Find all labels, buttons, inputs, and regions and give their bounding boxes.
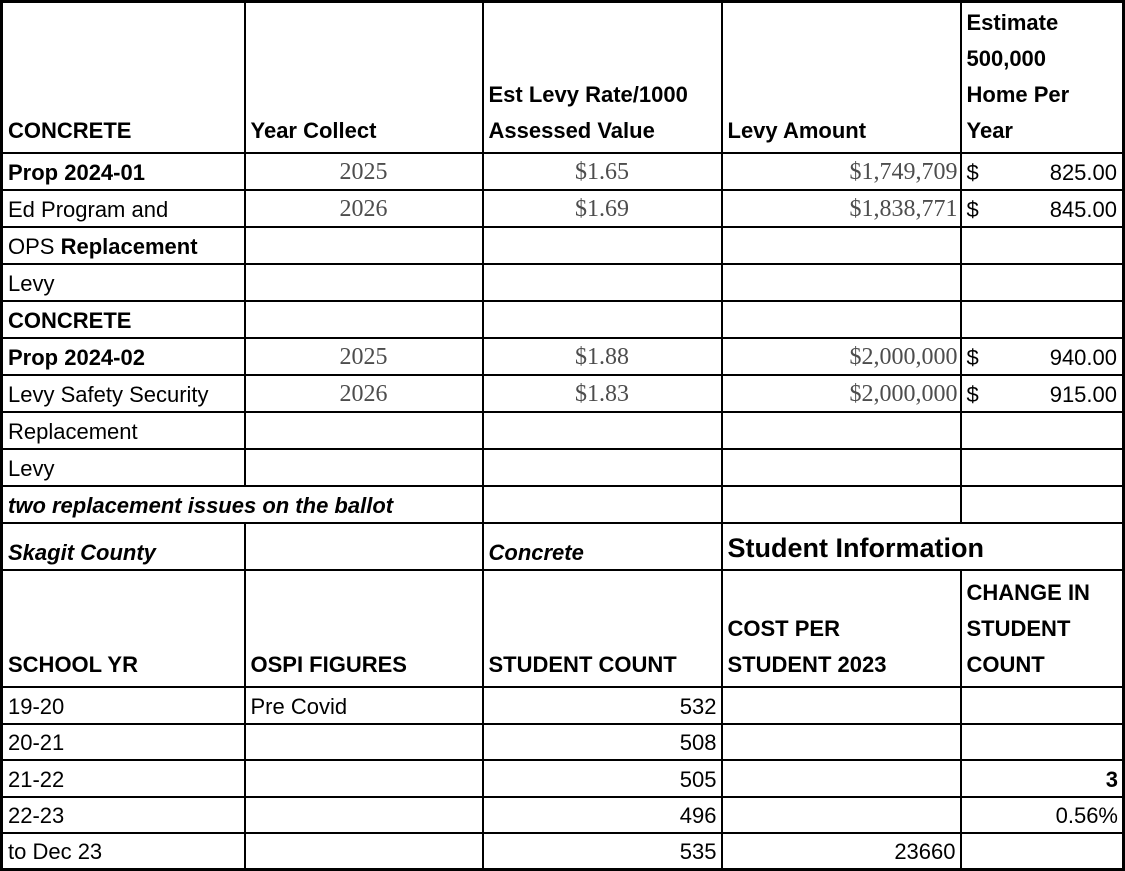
header-year-collect-cell: Year Collect (245, 2, 483, 153)
levy-year-cell (245, 449, 483, 486)
levy-estimate-cell (961, 375, 1124, 412)
header-ospi-figures-cell: OSPI FIGURES (245, 570, 483, 687)
header-change-line3: COUNT (966, 651, 1045, 677)
label-prefix: OPS (8, 233, 61, 259)
levy-estimate-cell (961, 190, 1124, 227)
student-row-20-21 (2, 724, 1124, 760)
dollar-sign: $ (966, 381, 979, 407)
change-in-count-cell (961, 724, 1124, 760)
cost-per-student-cell (722, 760, 961, 797)
student-row-21-22 (2, 760, 1124, 797)
district-cell: Concrete (483, 523, 722, 570)
county-cell: Skagit County (2, 523, 245, 570)
levy-amount-cell: $2,000,000 (722, 338, 961, 375)
empty-cell (961, 486, 1124, 523)
levy-row-prop-2024-02 (2, 338, 1124, 375)
levy-label-cell (2, 227, 245, 264)
estimate-value: 845.00 (1049, 196, 1117, 222)
student-count-cell: 532 (483, 687, 722, 724)
cost-per-student-cell (722, 687, 961, 724)
levy-rate-cell: $1.88 (483, 338, 722, 375)
levy-year-cell (245, 264, 483, 301)
empty-cell (722, 486, 961, 523)
header-estimate-line4: Year (966, 117, 1013, 143)
levy-year-cell: 2026 (245, 375, 483, 412)
levy-row-ops-replacement (2, 227, 1124, 264)
dollar-sign: $ (966, 344, 979, 370)
estimate-value: 825.00 (1049, 159, 1117, 185)
levy-estimate-cell (961, 338, 1124, 375)
levy-rate-cell: $1.69 (483, 190, 722, 227)
school-yr-cell: 20-21 (2, 724, 245, 760)
levy-year-cell (245, 412, 483, 449)
cost-per-student-cell (722, 797, 961, 833)
cost-per-student-cell (722, 724, 961, 760)
label-bold: Replacement (60, 233, 198, 259)
levy-label-cell: CONCRETE (2, 301, 245, 338)
change-in-count-cell: 3 (961, 760, 1124, 797)
levy-amount-cell: $1,838,771 (722, 190, 961, 227)
student-count-cell: 496 (483, 797, 722, 833)
student-information-title-cell: Student Information (722, 523, 1124, 570)
student-row-to-dec-23 (2, 833, 1124, 870)
levy-year-cell: 2026 (245, 190, 483, 227)
header-estimate-line3: Home Per (966, 81, 1070, 107)
levy-rate-cell (483, 412, 722, 449)
cost-per-student-cell: 23660 (722, 833, 961, 870)
change-in-count-cell (961, 687, 1124, 724)
levy-year-cell: 2025 (245, 153, 483, 190)
change-in-count-cell (961, 833, 1124, 870)
levy-year-cell (245, 301, 483, 338)
empty-cell (245, 523, 483, 570)
levy-amount-cell (722, 449, 961, 486)
estimate-value: 915.00 (1049, 381, 1117, 407)
levy-estimate-cell (961, 449, 1124, 486)
header-estimate-line1: Estimate (966, 9, 1059, 35)
header-student-count-cell: STUDENT COUNT (483, 570, 722, 687)
empty-cell (483, 486, 722, 523)
levy-label-cell: Levy (2, 264, 245, 301)
ballot-note-row (2, 486, 1124, 523)
header-change-line1: CHANGE IN (966, 579, 1090, 605)
ospi-note-cell: Pre Covid (245, 687, 483, 724)
dollar-sign: $ (966, 159, 979, 185)
header-levy-amount-cell: Levy Amount (722, 2, 961, 153)
school-yr-cell: 21-22 (2, 760, 245, 797)
header-change-line2: STUDENT (966, 615, 1071, 641)
ospi-note-cell (245, 833, 483, 870)
header-school-yr-cell: SCHOOL YR (2, 570, 245, 687)
levy-amount-cell (722, 227, 961, 264)
header-concrete-cell: CONCRETE (2, 2, 245, 153)
school-yr-cell: 19-20 (2, 687, 245, 724)
levy-amount-cell: $2,000,000 (722, 375, 961, 412)
levy-row-levy2 (2, 449, 1124, 486)
header-cost-per-student-cell (722, 570, 961, 687)
levy-row-levy1 (2, 264, 1124, 301)
student-header-row (2, 570, 1124, 687)
levy-row-concrete (2, 301, 1124, 338)
school-yr-cell: 22-23 (2, 797, 245, 833)
header-levy-rate-line1: Est Levy Rate/1000 (488, 81, 688, 107)
header-cost-line1: COST PER (727, 615, 840, 641)
levy-rate-cell (483, 264, 722, 301)
header-cost-line2: STUDENT 2023 (727, 651, 887, 677)
levy-rate-cell: $1.65 (483, 153, 722, 190)
levy-amount-cell: $1,749,709 (722, 153, 961, 190)
ospi-note-cell (245, 760, 483, 797)
levy-header-row (2, 2, 1124, 153)
levy-estimate-cell (961, 153, 1124, 190)
levy-year-cell (245, 227, 483, 264)
levy-amount-cell (722, 301, 961, 338)
estimate-value: 940.00 (1049, 344, 1117, 370)
student-count-cell: 508 (483, 724, 722, 760)
student-row-22-23 (2, 797, 1124, 833)
header-levy-rate-line2: Assessed Value (488, 117, 655, 143)
ospi-note-cell (245, 724, 483, 760)
student-row-19-20 (2, 687, 1124, 724)
header-estimate-line2: 500,000 (966, 45, 1047, 71)
levy-row-safety-security (2, 375, 1124, 412)
student-count-cell: 505 (483, 760, 722, 797)
county-section-row (2, 523, 1124, 570)
ballot-note-cell: two replacement issues on the ballot (2, 486, 483, 523)
header-change-in-count-cell (961, 570, 1124, 687)
levy-rate-cell (483, 227, 722, 264)
levy-estimate-cell (961, 301, 1124, 338)
header-estimate-cell (961, 2, 1124, 153)
levy-row-ed-program (2, 190, 1124, 227)
levy-label-cell: Levy Safety Security (2, 375, 245, 412)
levy-rate-cell (483, 301, 722, 338)
levy-row-prop-2024-01 (2, 153, 1124, 190)
levy-amount-cell (722, 412, 961, 449)
levy-label-cell: Prop 2024-02 (2, 338, 245, 375)
header-levy-rate-cell (483, 2, 722, 153)
levy-rate-cell: $1.83 (483, 375, 722, 412)
levy-amount-cell (722, 264, 961, 301)
ospi-note-cell (245, 797, 483, 833)
levy-label-cell: Ed Program and (2, 190, 245, 227)
dollar-sign: $ (966, 196, 979, 222)
levy-estimate-cell (961, 227, 1124, 264)
levy-estimate-cell (961, 264, 1124, 301)
levy-label-cell: Levy (2, 449, 245, 486)
school-yr-cell: to Dec 23 (2, 833, 245, 870)
levy-row-replacement (2, 412, 1124, 449)
levy-estimate-cell (961, 412, 1124, 449)
levy-rate-cell (483, 449, 722, 486)
student-count-cell: 535 (483, 833, 722, 870)
change-in-count-cell: 0.56% (961, 797, 1124, 833)
levy-label-cell: Prop 2024-01 (2, 153, 245, 190)
levy-year-cell: 2025 (245, 338, 483, 375)
levy-label-cell: Replacement (2, 412, 245, 449)
